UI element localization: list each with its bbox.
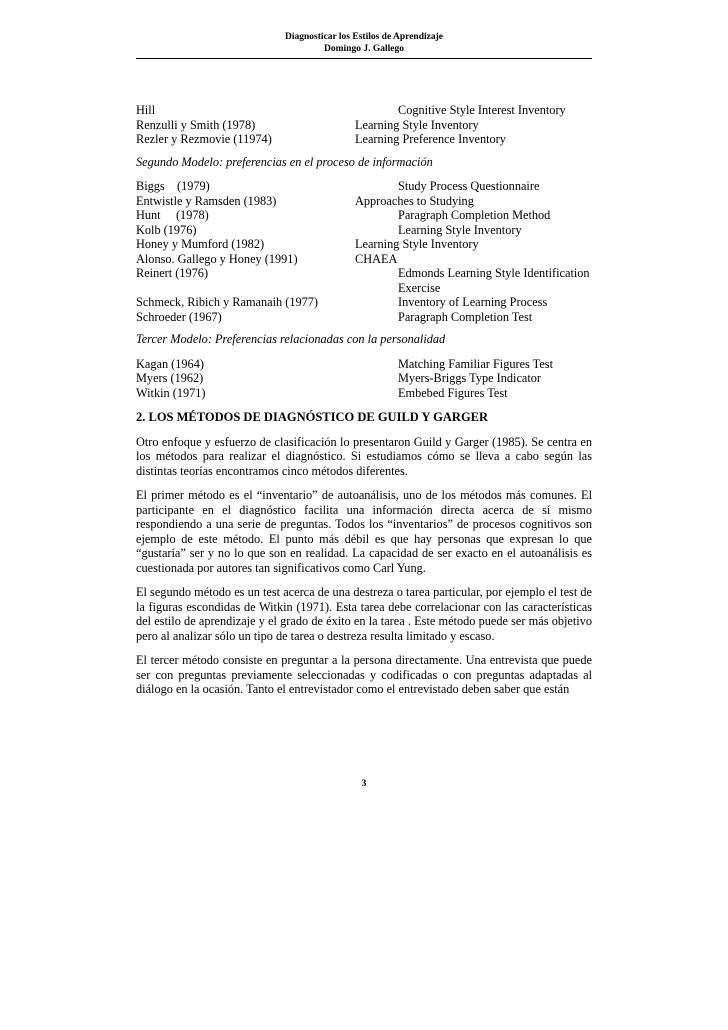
list-item bbox=[136, 118, 592, 133]
author-name: Hunt (1978) bbox=[136, 208, 209, 222]
instrument-name: Matching Familiar Figures Test bbox=[398, 356, 553, 371]
author-name: Entwistle y Ramsden (1983) bbox=[136, 193, 277, 208]
instrument-name: Learning Preference Inventory bbox=[355, 132, 506, 146]
instrument-name: Myers-Briggs Type Indicator bbox=[398, 371, 542, 385]
list-item bbox=[136, 310, 592, 325]
instrument-name: Study Process Questionnaire bbox=[398, 179, 540, 193]
header-rule bbox=[136, 58, 592, 59]
third-model-title: Tercer Modelo: Preferencias relacionadas con la personalidad bbox=[136, 332, 446, 346]
instrument-name: Learning Style Inventory bbox=[355, 237, 479, 251]
second-model-title: Segundo Modelo: preferencias en el proceso de información bbox=[136, 154, 433, 169]
list-item bbox=[136, 371, 592, 386]
list-item bbox=[136, 281, 592, 296]
author-name: Biggs (1979) bbox=[136, 179, 210, 193]
third-model-list bbox=[136, 357, 592, 401]
author-name: Reinert (1976) bbox=[136, 266, 209, 280]
author-name: Kolb (1976) bbox=[136, 222, 197, 237]
list-item bbox=[136, 179, 592, 194]
section-heading: 2. LOS MÉTODOS DE DIAGNÓSTICO DE GUILD Y GARGER bbox=[136, 410, 489, 424]
instrument-name: Inventory of Learning Process bbox=[398, 295, 548, 309]
list-item bbox=[136, 266, 592, 281]
paragraph: El segundo método es un test acerca de una destreza o tarea particular, por ejemplo el test de la figuras escondidas de Witkin (1971). Esta tarea debe correlacionar con las características del estilo de aprendizaje y el grado de éxito en la tarea . Este método puede ser más objetivo pero al analizar sólo un tipo de tarea o destreza resulta limitado y escaso. bbox=[136, 585, 592, 643]
instrument-name: Learning Style Inventory bbox=[355, 117, 479, 132]
paragraph: El primer método es el “inventario” de autoanálisis, uno de los métodos más comunes. El participante en el diagnóstico facilita una información directa acerca de sí mismo respondiendo a una serie de preguntas. Todos los “inventarios” de procesos cognitivos son ejemplo de este método. El punto más débil es que hay personas que expresan lo que “gustaría” ser y no lo que son en realidad. La capacidad de ser exacto en el autoanálisis es cuestionada por autores tan significativos como Carl Yung. bbox=[136, 488, 592, 575]
list-item bbox=[136, 223, 592, 238]
header-author: Domingo J. Gallego bbox=[324, 44, 404, 54]
page-content bbox=[136, 103, 592, 707]
page-header bbox=[0, 31, 728, 55]
author-name: Kagan (1964) bbox=[136, 356, 204, 371]
author-name: Rezler y Rezmovie (11974) bbox=[136, 132, 272, 146]
list-item bbox=[136, 103, 592, 118]
author-name: Schmeck, Ribich y Ramanaih (1977) bbox=[136, 295, 319, 309]
list-item bbox=[136, 386, 592, 401]
author-name: Myers (1962) bbox=[136, 371, 204, 385]
instrument-name: Approaches to Studying bbox=[355, 193, 474, 208]
author-name: Renzulli y Smith (1978) bbox=[136, 117, 256, 132]
instrument-name: Exercise bbox=[398, 280, 441, 295]
header-title: Diagnosticar los Estilos de Aprendizaje bbox=[285, 32, 443, 42]
first-model-list bbox=[136, 103, 592, 147]
instrument-name: CHAEA bbox=[355, 251, 398, 266]
instrument-name: Embebed Figures Test bbox=[398, 385, 508, 400]
author-name: Alonso. Gallego y Honey (1991) bbox=[136, 251, 298, 266]
instrument-name: Learning Style Inventory bbox=[398, 222, 522, 237]
instrument-name: Paragraph Completion Test bbox=[398, 309, 533, 324]
author-name: Hill bbox=[136, 103, 156, 117]
list-item bbox=[136, 295, 592, 310]
author-name: Honey y Mumford (1982) bbox=[136, 237, 265, 251]
list-item bbox=[136, 237, 592, 252]
second-model-list bbox=[136, 179, 592, 324]
list-item bbox=[136, 252, 592, 267]
instrument-name: Edmonds Learning Style Identification bbox=[398, 266, 590, 280]
author-name: Schroeder (1967) bbox=[136, 309, 222, 324]
instrument-name: Cognitive Style Interest Inventory bbox=[398, 103, 566, 117]
author-name: Witkin (1971) bbox=[136, 385, 206, 400]
list-item bbox=[136, 357, 592, 372]
paragraph: Otro enfoque y esfuerzo de clasificación lo presentaron Guild y Garger (1985). Se centra en los métodos para realizar el diagnóstico. Si estudiamos cómo se lleva a cabo según las distintas teorías encontramos cinco métodos diferentes. bbox=[136, 434, 592, 478]
list-item bbox=[136, 194, 592, 209]
paragraph: El tercer método consiste en preguntar a la persona directamente. Una entrevista que puede ser con preguntas previamente seleccionadas y codificadas o con preguntas adaptadas al diálogo en la ocasión. Tanto el entrevistador como el entrevistado deben saber que están bbox=[136, 653, 592, 696]
page-number: 3 bbox=[361, 779, 367, 789]
list-item bbox=[136, 208, 592, 223]
list-item bbox=[136, 132, 592, 147]
instrument-name: Paragraph Completion Method bbox=[398, 208, 551, 222]
